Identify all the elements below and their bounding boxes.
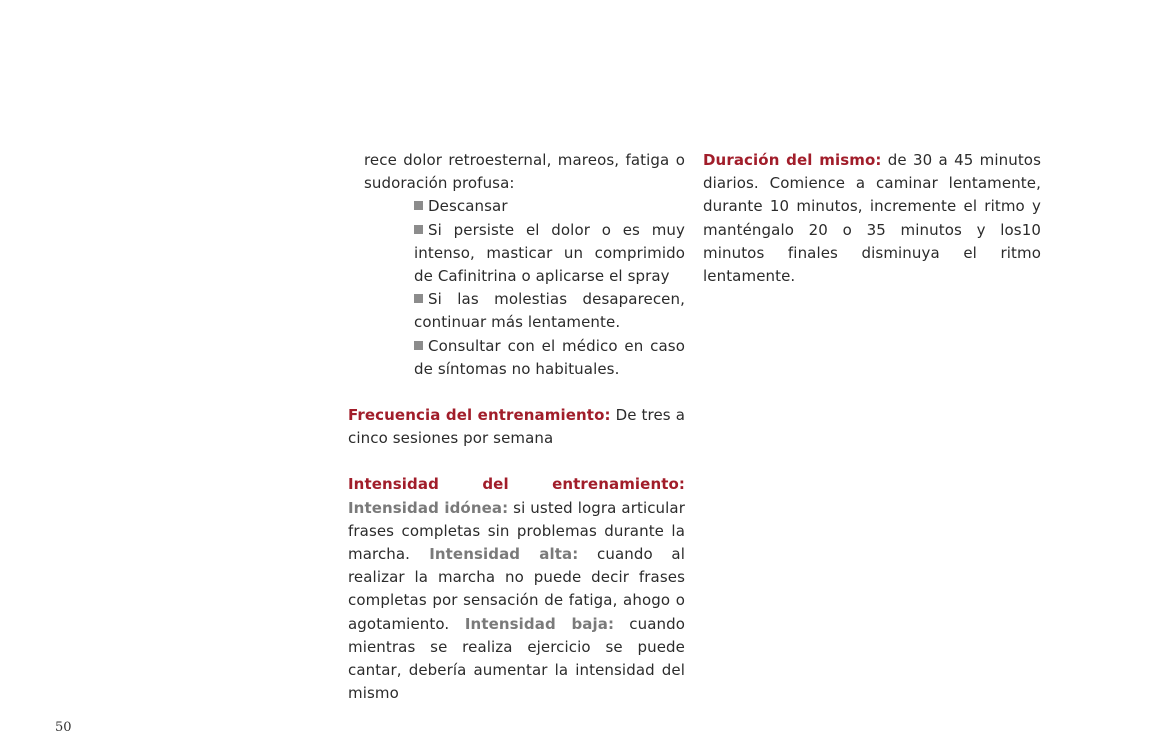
bullet-text: Consultar con el médico en caso de síntomas no habituales.	[414, 336, 685, 378]
duracion-text: de 30 a 45 minutos diarios. Comience a caminar lentamente, durante 10 minutos, incremente el ritmo y manténgalo 20 o 35 minutos y los10 minutos finales disminuya el ritmo lentamente.	[703, 151, 1041, 286]
intensidad-alta-text: cuando al realizar la marcha no puede decir frases completas por sensación de fatiga, ahogo o agotamiento.	[348, 545, 685, 633]
intro-paragraph: rece dolor retroesternal, mareos, fatiga o sudoración profusa:	[364, 151, 685, 193]
spacer	[348, 450, 685, 473]
duracion-label: Duración del mismo:	[703, 151, 882, 169]
intensidad-baja-text: cuando mientras se realiza ejercicio se puede cantar, debería aumentar la intensidad del mismo	[348, 614, 685, 703]
list-item	[414, 288, 685, 334]
intensidad-idonea-label: Intensidad idónea:	[348, 498, 509, 517]
bullet-text: Si las molestias desaparecen, continuar más lentamente.	[414, 290, 685, 332]
list-item	[414, 219, 685, 289]
bullet-text: Si persiste el dolor o es muy intenso, masticar un comprimido de Cafinitrina o aplicarse el spray	[414, 220, 685, 286]
frecuencia-text: De tres a cinco sesiones por semana	[348, 406, 685, 448]
intensidad-paragraph	[348, 473, 685, 705]
list-item	[414, 335, 685, 381]
frecuencia-label: Frecuencia del entrenamiento:	[348, 406, 611, 425]
intensidad-alta-label: Intensidad alta:	[410, 545, 579, 564]
square-bullet-icon	[414, 201, 423, 210]
square-bullet-icon	[414, 294, 423, 303]
intensidad-label: Intensidad del entrenamiento:	[348, 475, 685, 494]
left-column	[348, 149, 685, 705]
symptom-bullet-list	[348, 195, 685, 381]
intensidad-baja-label: Intensidad baja:	[449, 614, 615, 633]
intensidad-idonea-text: si usted logra articular frases completas sin problemas durante la marcha.	[348, 498, 685, 564]
frecuencia-paragraph	[348, 404, 685, 450]
right-column	[703, 149, 1041, 288]
list-item	[414, 195, 685, 218]
square-bullet-icon	[414, 225, 423, 234]
square-bullet-icon	[414, 341, 423, 350]
bullet-text: Descansar	[428, 197, 508, 216]
spacer	[348, 381, 685, 404]
page-number: 50	[55, 720, 72, 735]
duracion-paragraph	[703, 149, 1041, 288]
